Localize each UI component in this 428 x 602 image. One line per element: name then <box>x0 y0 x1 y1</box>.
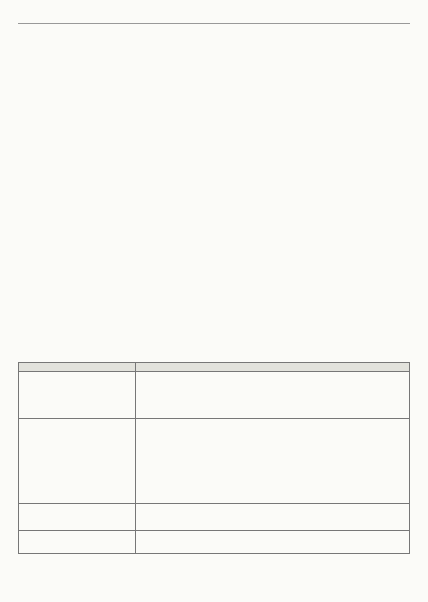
row-label <box>19 372 136 419</box>
paragraph <box>18 31 208 67</box>
body-columns <box>18 31 410 349</box>
row-label <box>19 419 136 504</box>
row-label <box>19 504 136 531</box>
running-head <box>18 14 410 24</box>
table-header-row <box>19 363 410 372</box>
row-content <box>136 531 410 554</box>
right-column <box>220 31 410 349</box>
row-content <box>136 504 410 531</box>
paragraph <box>220 98 410 119</box>
left-column <box>18 31 208 349</box>
table-row <box>19 504 410 531</box>
table-row <box>19 419 410 504</box>
row-label <box>19 531 136 554</box>
paragraph <box>220 31 410 52</box>
paragraph <box>18 72 208 93</box>
column-header <box>19 363 136 372</box>
row-content <box>136 372 410 419</box>
paragraph <box>220 124 410 160</box>
paragraph <box>18 165 208 179</box>
row-content <box>136 419 410 504</box>
paragraph <box>18 98 208 134</box>
table-caption <box>18 353 410 360</box>
paragraph <box>220 165 410 179</box>
paragraph <box>220 57 410 93</box>
paragraph <box>18 139 208 160</box>
table-row <box>19 531 410 554</box>
table-row <box>19 372 410 419</box>
data-table <box>18 362 410 554</box>
column-header <box>136 363 410 372</box>
